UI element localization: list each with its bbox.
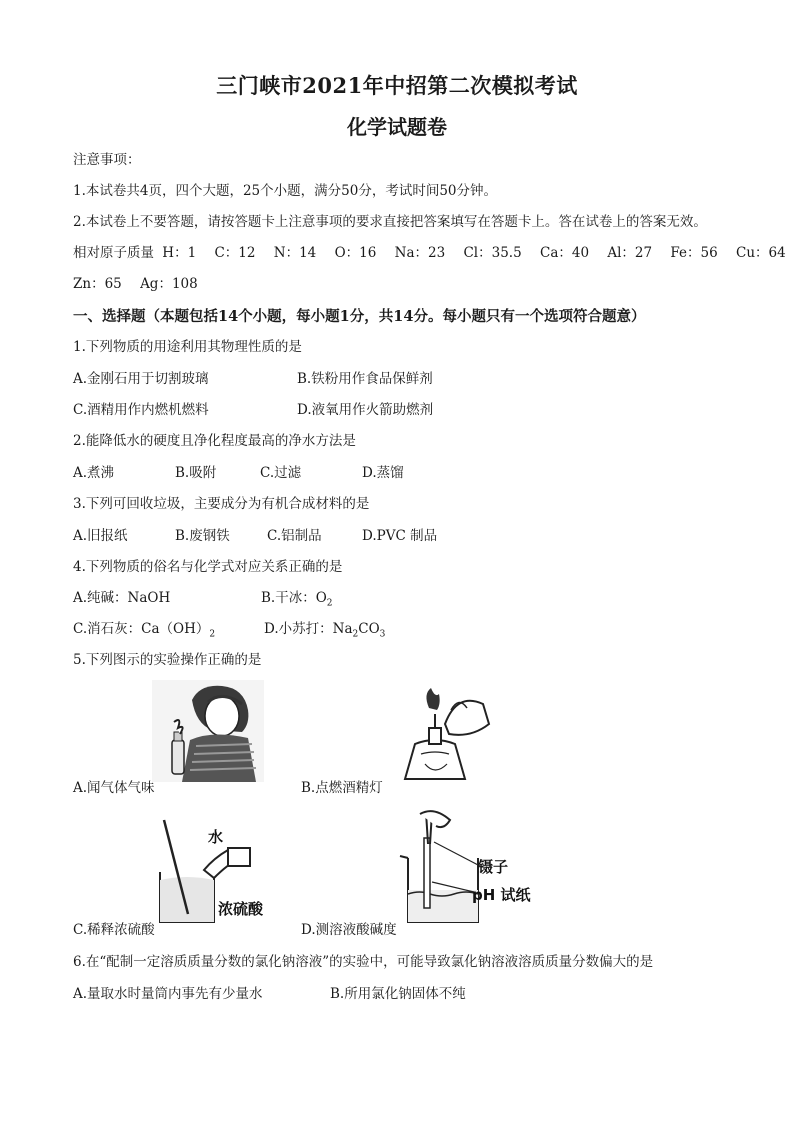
q5-option-a: A.闻气体气味 xyxy=(73,780,155,796)
q3-option-c: C.铝制品 xyxy=(267,528,322,544)
fig-c-label-water: 水 xyxy=(208,828,224,846)
q2-option-d: D.蒸馏 xyxy=(362,465,404,481)
figure-measure-ph xyxy=(390,808,540,926)
q5-option-c: C.稀释浓硫酸 xyxy=(73,922,155,938)
fig-d-label-tweezers: 镊子 xyxy=(478,858,509,876)
q4-option-d: D.小苏打：$Na_2CO_3$ xyxy=(264,621,386,640)
atomic-mass-item: Cl：35.5 xyxy=(463,245,522,261)
q2-option-a: A.煮沸 xyxy=(73,465,115,481)
q4-option-b: B.干冰：$O_2$ xyxy=(261,590,333,609)
q3-option-d: D.PVC 制品 xyxy=(362,528,438,544)
notes-item-1: 1.本试卷共4页，四个大题，25个小题，满分50分，考试时间50分钟。 xyxy=(73,183,498,199)
atomic-mass-item: Na：23 xyxy=(394,245,446,261)
q1-option-b: B.铁粉用作食品保鲜剂 xyxy=(297,371,433,387)
q1-option-c: C.酒精用作内燃机燃料 xyxy=(73,402,209,418)
atomic-mass-item: Al：27 xyxy=(607,245,653,261)
atomic-mass-item: Zn：65 xyxy=(73,276,122,292)
q3-stem: 3.下列可回收垃圾，主要成分为有机合成材料的是 xyxy=(73,496,370,512)
atomic-mass-item: H：1 xyxy=(162,245,197,261)
q4-stem: 4.下列物质的俗名与化学式对应关系正确的是 xyxy=(73,559,343,575)
atomic-mass-item: Fe：56 xyxy=(670,245,718,261)
q5-option-d: D.测溶液酸碱度 xyxy=(301,922,397,938)
atomic-mass-item: Cu：64 xyxy=(735,245,786,261)
figure-smell-gas xyxy=(152,680,264,782)
figure-dilute-acid xyxy=(148,814,290,926)
atomic-mass-item: Ca：40 xyxy=(539,245,590,261)
notes-heading: 注意事项： xyxy=(73,152,141,168)
q6-option-b: B.所用氯化钠固体不纯 xyxy=(330,986,466,1002)
fig-c-label-acid: 浓硫酸 xyxy=(218,900,264,918)
q4-option-c: C.消石灰：$Ca(OH)_2$ xyxy=(73,621,216,640)
exam-title: 三门峡市2021年中招第二次模拟考试 xyxy=(216,73,578,98)
q5-stem: 5.下列图示的实验操作正确的是 xyxy=(73,652,262,668)
notes-item-2: 2.本试卷上不要答题，请按答题卡上注意事项的要求直接把答案填写在答题卡上。答在试卷上的答案无效。 xyxy=(73,214,707,230)
q1-option-a: A.金刚石用于切割玻璃 xyxy=(73,371,209,387)
q2-stem: 2.能降低水的硬度且净化程度最高的净水方法是 xyxy=(73,433,356,449)
atomic-mass-line xyxy=(73,244,794,262)
q3-option-a: A.旧报纸 xyxy=(73,528,128,544)
q3-option-b: B.废钢铁 xyxy=(175,528,230,544)
q2-option-b: B.吸附 xyxy=(175,465,217,481)
q6-option-a: A.量取水时量筒内事先有少量水 xyxy=(73,986,263,1002)
exam-subtitle: 化学试题卷 xyxy=(347,115,447,139)
q2-option-c: C.过滤 xyxy=(260,465,302,481)
atomic-mass-item: N：14 xyxy=(273,245,317,261)
atomic-mass-line-2 xyxy=(73,275,212,293)
section-heading: 一、选择题（本题包括14个小题，每小题1分，共14分。每小题只有一个选项符合题意） xyxy=(73,308,646,325)
fig-d-label-ph-paper: pH 试纸 xyxy=(472,886,531,904)
figure-light-lamp xyxy=(385,684,495,784)
q4-option-a: A.纯碱：NaOH xyxy=(73,590,171,606)
atomic-mass-item: O：16 xyxy=(334,245,377,261)
q5-option-b: B.点燃酒精灯 xyxy=(301,780,383,796)
atomic-mass-item: Ag：108 xyxy=(140,276,198,292)
q1-option-d: D.液氧用作火箭助燃剂 xyxy=(297,402,434,418)
atomic-mass-item: C：12 xyxy=(214,245,256,261)
atomic-mass-label: 相对原子质量 xyxy=(73,245,154,261)
q1-stem: 1.下列物质的用途利用其物理性质的是 xyxy=(73,339,302,355)
q6-stem: 6.在“配制一定溶质质量分数的氯化钠溶液”的实验中，可能导致氯化钠溶液溶质质量分数偏大的是 xyxy=(73,954,654,970)
